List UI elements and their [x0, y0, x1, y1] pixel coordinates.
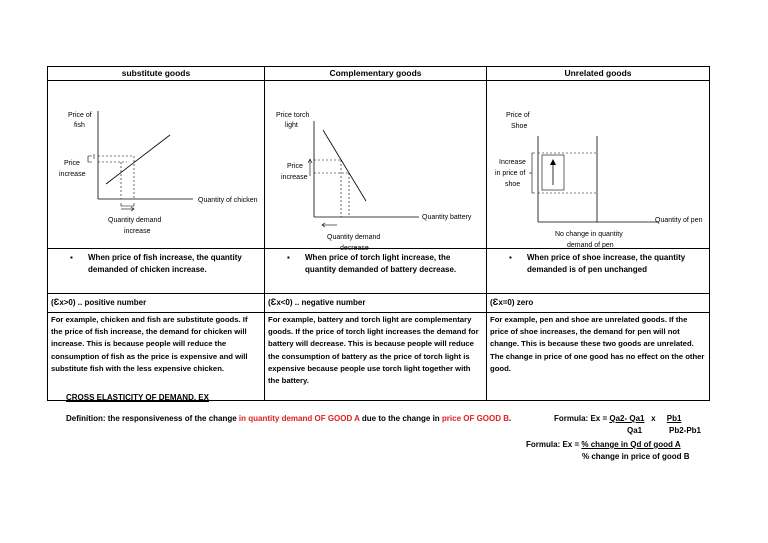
comp-price-increase-1: Price	[287, 163, 303, 170]
comp-demand-curve	[323, 130, 366, 201]
bullet-substitute	[48, 249, 265, 294]
unr-inc-3: shoe	[505, 181, 521, 188]
formula-1-denominator-a: Qa1	[627, 426, 643, 435]
sub-qd-2: increase	[124, 228, 151, 235]
formula-1-numerator-b: Pb1	[666, 414, 682, 423]
sub-xlabel: Quantity of chicken	[198, 197, 258, 204]
comp-ylabel-1: Price torch	[276, 112, 310, 119]
example-complementary: For example, battery and torch light are complementary goods. If the price of torch light increases the demand for battery will decrease. This is because people will reduce the consumption of battery as the price of torch light is expensive because people use torch light together with the battery.	[265, 313, 487, 401]
comp-qd-2: decrease	[340, 245, 369, 252]
sub-ylabel-1: Price of	[68, 112, 92, 119]
unr-nc-1: No change in quantity	[555, 231, 623, 238]
sign-substitute: (Ɛx>0) .. positive number	[48, 294, 265, 313]
formula-1: Formula: Ex = Qa2- Qa1 x Pb1	[554, 414, 682, 423]
example-substitute: For example, chicken and fish are substitute goods. If the price of fish increase, the demand for chicken will increase. This is because people will reduce the consumption of fish as the price is expensive and will substitute fish with the less expensive chicken.	[48, 313, 265, 401]
definition: Definition: the responsiveness of the change in quantity demand OF GOOD A due to the change in price OF GOOD B.	[66, 414, 512, 423]
header-unrelated: Unrelated goods	[487, 67, 710, 81]
formula-2-denominator: % change in price of good B	[582, 452, 690, 461]
unrelated-graph	[487, 81, 709, 248]
comp-ylabel-2: light	[285, 122, 298, 129]
comp-xlabel: Quantity battery	[422, 214, 472, 221]
formula-2: Formula: Ex = % change in Qd of good A	[526, 440, 681, 449]
unr-ylabel-2: Shoe	[511, 123, 528, 130]
epsilon-symbol: Ɛ	[53, 297, 60, 307]
bullet-text: When price of shoe increase, the quantity demanded is of pen unchanged	[527, 253, 686, 274]
definition-highlight-b: price OF GOOD B	[441, 414, 510, 423]
unr-inc-2: in price of	[495, 170, 526, 177]
comp-qd-1: Quantity demand	[327, 234, 381, 241]
substitute-graph	[48, 81, 264, 248]
complementary-graph	[265, 81, 486, 252]
header-substitute: substitute goods	[48, 67, 265, 81]
header-complementary: Complementary goods	[265, 67, 487, 81]
complementary-graph-cell	[265, 81, 487, 252]
unrelated-graph-cell	[487, 81, 710, 249]
bullet-complementary	[265, 249, 487, 294]
section-title: CROSS ELASTICITY OF DEMAND, EX	[66, 393, 209, 402]
bullet-icon: ▪	[70, 253, 73, 262]
unr-nc-2: demand of pen	[567, 242, 614, 249]
bullet-icon: ▪	[509, 253, 512, 262]
unr-xlabel: Quantity of pen	[655, 217, 703, 224]
sub-price-increase-1: Price	[64, 160, 80, 167]
epsilon-symbol: Ɛ	[270, 297, 277, 307]
sub-demand-curve	[106, 135, 170, 184]
sign-complementary: (Ɛx<0) .. negative number	[265, 294, 487, 313]
formula-1-denominator-b: Pb2-Pb1	[669, 426, 702, 435]
bullet-text: When price of torch light increase, the quantity demanded of battery decrease.	[305, 253, 457, 274]
unr-inc-1: Increase	[499, 159, 526, 166]
comp-price-increase-2: increase	[281, 174, 308, 181]
sub-qd-1: Quantity demand	[108, 217, 162, 224]
definition-highlight-a: in quantity demand OF GOOD A	[238, 414, 360, 423]
bullet-icon: ▪	[287, 253, 290, 262]
sub-price-increase-2: increase	[59, 171, 86, 178]
cross-elasticity-table	[47, 66, 710, 401]
formula-1-numerator-a: Qa2- Qa1	[609, 414, 645, 423]
substitute-graph-cell	[48, 81, 265, 249]
formula-2-numerator: % change in Qd of good A	[581, 440, 681, 449]
bullet-unrelated	[487, 249, 710, 294]
unr-ylabel-1: Price of	[506, 112, 530, 119]
sign-unrelated: (Ɛx=0) zero	[487, 294, 710, 313]
sub-ylabel-2: fish	[74, 122, 85, 129]
bullet-text: When price of fish increase, the quantity demanded of chicken increase.	[88, 253, 242, 274]
example-unrelated: For example, pen and shoe are unrelated goods. If the price of shoe increases, the demand for pen will not change. This is because these two goods are unrelated. The change in price of one good has no effect on the other good.	[487, 313, 710, 401]
epsilon-symbol: Ɛ	[492, 297, 499, 307]
